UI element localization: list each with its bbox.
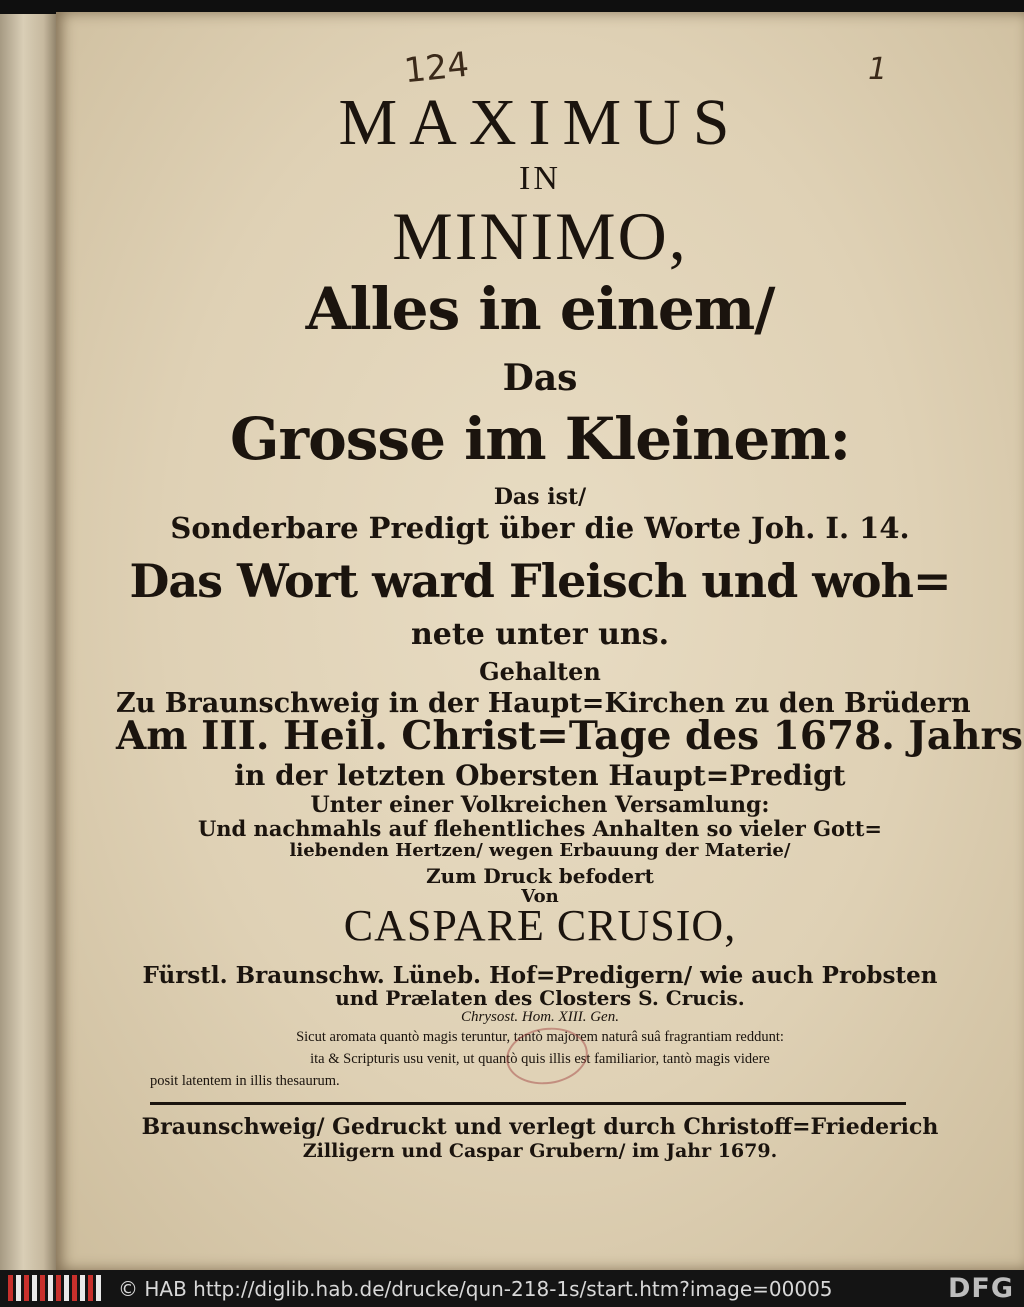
line-haupt-predigt: in der letzten Obersten Haupt=Predigt: [234, 759, 846, 792]
hab-logo-icon: [8, 1275, 108, 1301]
line-versamlung: Unter einer Volkreichen Versamlung:: [310, 792, 770, 818]
handwritten-shelf-number: 124: [402, 44, 471, 92]
title-page: [56, 12, 1024, 1270]
scripture-line-1: Das Wort ward Fleisch und woh=: [129, 554, 951, 608]
dfg-logo: DFG: [947, 1273, 1014, 1304]
title-line-minimo: MINIMO,: [392, 198, 688, 274]
imprint-line-2: Zilligern und Caspar Grubern/ im Jahr 1679.: [302, 1140, 778, 1162]
epigraph-source: Chrysost. Hom. XIII. Gen.: [461, 1009, 619, 1025]
title-line-in: IN: [519, 160, 561, 197]
epigraph-line-1: Sicut aromata quantò magis teruntur, tantò majorem naturâ suâ fragrantiam reddunt:: [296, 1029, 784, 1045]
subtitle-das-ist: Das ist/: [493, 484, 587, 510]
footer-bar: [0, 1270, 1024, 1307]
handwritten-folio-number: 1: [868, 52, 888, 87]
line-liebenden-hertzen: liebenden Hertzen/ wegen Erbauung der Materie/: [289, 840, 791, 861]
copyright-url: © HAB http://diglib.hab.de/drucke/qun-218-1s/start.htm?image=00005: [118, 1277, 833, 1301]
title-line-grosse-im-kleinem: Grosse im Kleinem:: [230, 405, 850, 473]
line-zum-druck: Zum Druck befodert: [426, 864, 654, 888]
subtitle-sonderbare-predigt: Sonderbare Predigt über die Worte Joh. I. 14.: [170, 511, 910, 545]
line-von: Von: [521, 886, 559, 907]
epigraph-line-3: posit latentem in illis thesaurum.: [150, 1073, 340, 1089]
author-title-1: Fürstl. Braunschw. Lüneb. Hof=Predigern/ wie auch Probsten: [142, 962, 938, 989]
title-line-maximus: MAXIMUS: [338, 86, 742, 159]
imprint-rule: [150, 1102, 906, 1105]
line-christ-tage: Am III. Heil. Christ=Tage des 1678. Jahrs: [116, 713, 1023, 759]
scripture-line-2: nete unter uns.: [410, 617, 670, 652]
facing-page-edge: [0, 14, 58, 1270]
author-name: CASPARE CRUSIO,: [343, 901, 737, 950]
line-nachmahls: Und nachmahls auf flehentliches Anhalten so vieler Gott=: [197, 816, 883, 841]
line-braunschweig-kirche: Zu Braunschweig in der Haupt=Kirchen zu den Brüdern: [116, 688, 971, 719]
line-gehalten: Gehalten: [479, 657, 601, 686]
epigraph-line-2: ita & Scripturis usu venit, ut quantò quis illis est familiarior, tantò magis videre: [310, 1051, 770, 1067]
author-title-2: und Prælaten des Closters S. Crucis.: [335, 986, 745, 1010]
title-line-alles-in-einem: Alles in einem/: [305, 275, 775, 343]
title-line-das: Das: [502, 357, 578, 399]
imprint-line-1: Braunschweig/ Gedruckt und verlegt durch Christoff=Friederich: [141, 1114, 939, 1140]
